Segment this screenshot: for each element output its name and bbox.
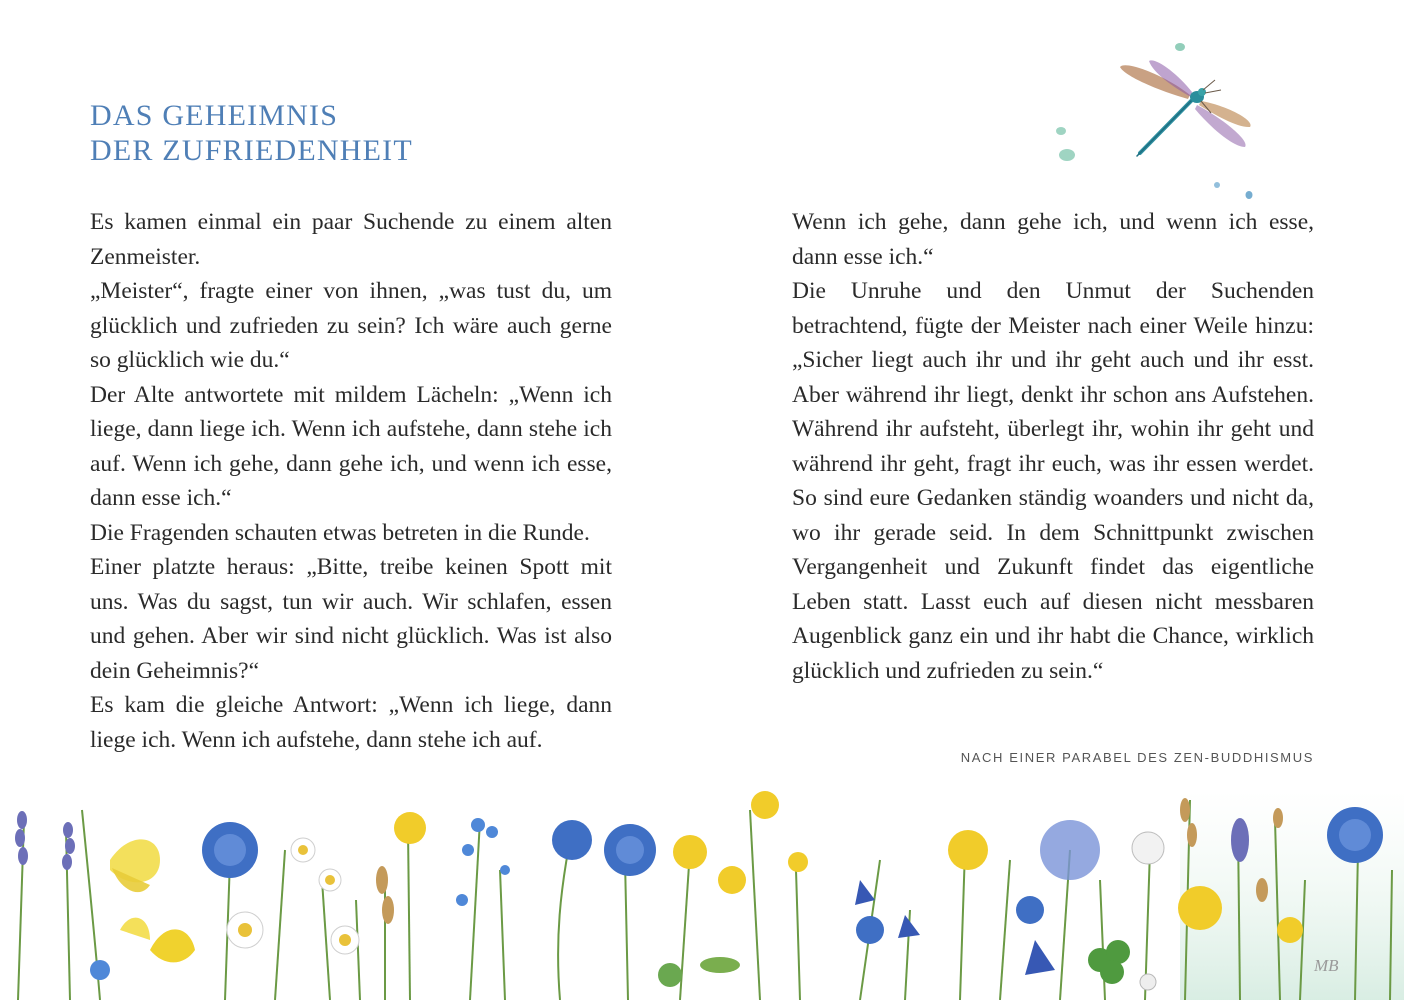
paragraph: Es kamen einmal ein paar Suchende zu einem alten Zenmeister.	[90, 209, 612, 270]
paragraph: Es kam die gleiche Antwort: „Wenn ich liege, dann liege ich. Wenn ich aufstehe, dann stehe ich auf.	[90, 692, 612, 753]
left-text-column	[90, 205, 612, 757]
right-text-column	[792, 205, 1314, 688]
artist-monogram: MB	[1314, 956, 1339, 975]
paragraph: Wenn ich gehe, dann gehe ich, und wenn ich esse, dann esse ich.“	[792, 209, 1314, 270]
title-line-1: DAS GEHEIMNIS	[90, 99, 339, 132]
wildflower-meadow-illustration	[0, 790, 1404, 1000]
paragraph: Einer platzte heraus: „Bitte, treibe keinen Spott mit uns. Was du sagst, tun wir auch. Wir schlafen, essen und gehen. Aber wir sind nicht glücklich. Was ist also dein Geheimnis?“	[90, 554, 612, 684]
paragraph: Der Alte antwortete mit mildem Lächeln: „Wenn ich liege, dann liege ich. Wenn ich aufstehe, dann stehe ich auf. Wenn ich gehe, dann gehe ich, und wenn ich esse, dann esse ich.“	[90, 381, 612, 511]
source-attribution: NACH EINER PARABEL DES ZEN-BUDDHISMUS	[960, 750, 1314, 765]
page-title	[90, 98, 413, 168]
paragraph: Die Unruhe und den Unmut der Suchenden betrachtend, fügte der Meister nach einer Weile hinzu: „Sicher liegt auch ihr und ihr geht auch und ihr esst. Aber während ihr liegt, denkt ihr schon ans Aufstehen. Während ihr aufsteht, überlegt ihr, wohin ihr geht und während ihr geht, fragt ihr euch, was ihr essen werdet. So sind eure Gedanken ständig woanders und nicht da, wo ihr gerade seid. In dem Schnittpunkt zwischen Vergangenheit und Zukunft findet das eigentliche Leben statt. Lasst euch auf diesen nicht messbaren Augenblick ganz ein und ihr habt die Chance, wirklich glücklich und zufrieden zu sein.“	[792, 278, 1314, 684]
title-line-2: DER ZUFRIEDENHEIT	[90, 134, 413, 167]
paragraph: „Meister“, fragte einer von ihnen, „was tust du, um glücklich und zufrieden zu sein? Ich wäre auch gerne so glücklich wie du.“	[90, 278, 612, 373]
paragraph: Die Fragenden schauten etwas betreten in die Runde.	[90, 519, 590, 546]
dragonfly-illustration	[1045, 35, 1265, 205]
